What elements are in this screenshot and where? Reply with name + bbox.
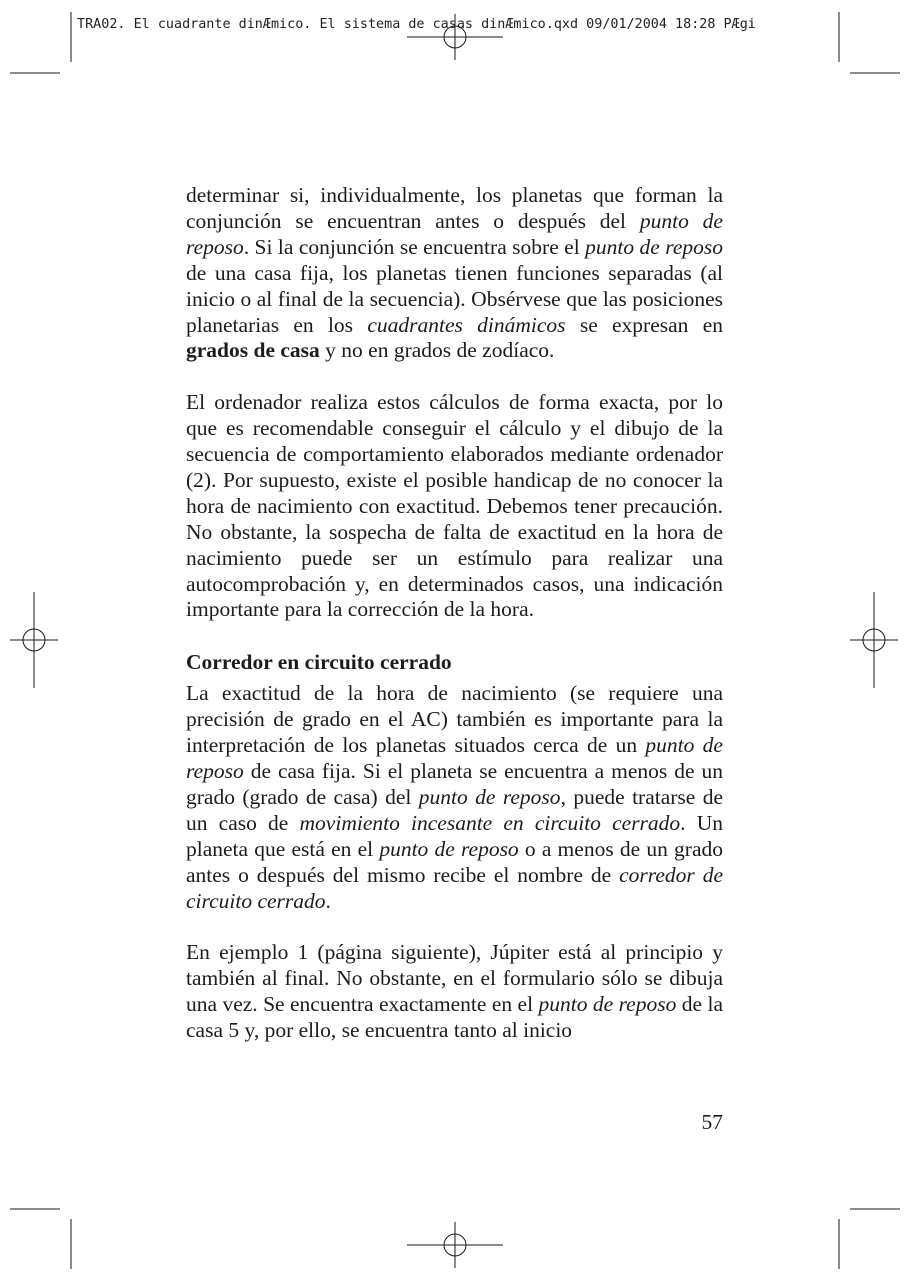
paragraph-4: En ejemplo 1 (página siguiente), Júpiter está al principio y también al final. No obstante, en el formulario sólo se dibuja una vez. Se encuentra exactamente en el punto de reposo de la casa 5 y, por ello, se encuentra tanto al inicio: [186, 940, 723, 1043]
paragraph-2: El ordenador realiza estos cálculos de forma exacta, por lo que es recomendable conseguir el cálculo y el dibujo de la secuencia de comportamiento elaborados mediante ordenador (2). Por supuesto, existe el posible handicap de no conocer la hora de nacimiento con exactitud. Debemos tener precaución. No obstante, la sospecha de falta de exactitud en la hora de nacimiento puede ser un estímulo para realizar una autocomprobación y, en determinados casos, una indicación importante para la corrección de la hora.: [186, 390, 723, 622]
section-heading: Corredor en circuito cerrado: [186, 650, 452, 675]
registration-mark-right: [850, 592, 898, 688]
registration-mark-left: [10, 592, 58, 688]
page-number: 57: [701, 1110, 723, 1134]
paragraph-1: determinar si, individualmente, los planetas que forman la conjunción se encuentran antes o después del punto de reposo. Si la conjunción se encuentra sobre el punto de reposo de una casa fija, los planetas tienen funciones separadas (al inicio o al final de la secuencia). Obsérvese que las posiciones planetarias en los cuadrantes dinámicos se expresan en grados de casa y no en grados de zodíaco.: [186, 183, 723, 363]
print-slug-line: TRA02. El cuadrante dinÆmico. El sistema de casas dinÆmico.qxd 09/01/2004 18:28 PÆgi: [77, 17, 756, 32]
page-body: [186, 183, 723, 1044]
registration-mark-bottom: [407, 1222, 503, 1268]
paragraph-3: La exactitud de la hora de nacimiento (se requiere una precisión de grado en el AC) también es importante para la interpretación de los planetas situados cerca de un punto de reposo de casa fija. Si el planeta se encuentra a menos de un grado (grado de casa) del punto de reposo, puede tratarse de un caso de movimiento incesante en circuito cerrado. Un planeta que está en el punto de reposo o a menos de un grado antes o después del mismo recibe el nombre de corredor de circuito cerrado.: [186, 681, 724, 913]
